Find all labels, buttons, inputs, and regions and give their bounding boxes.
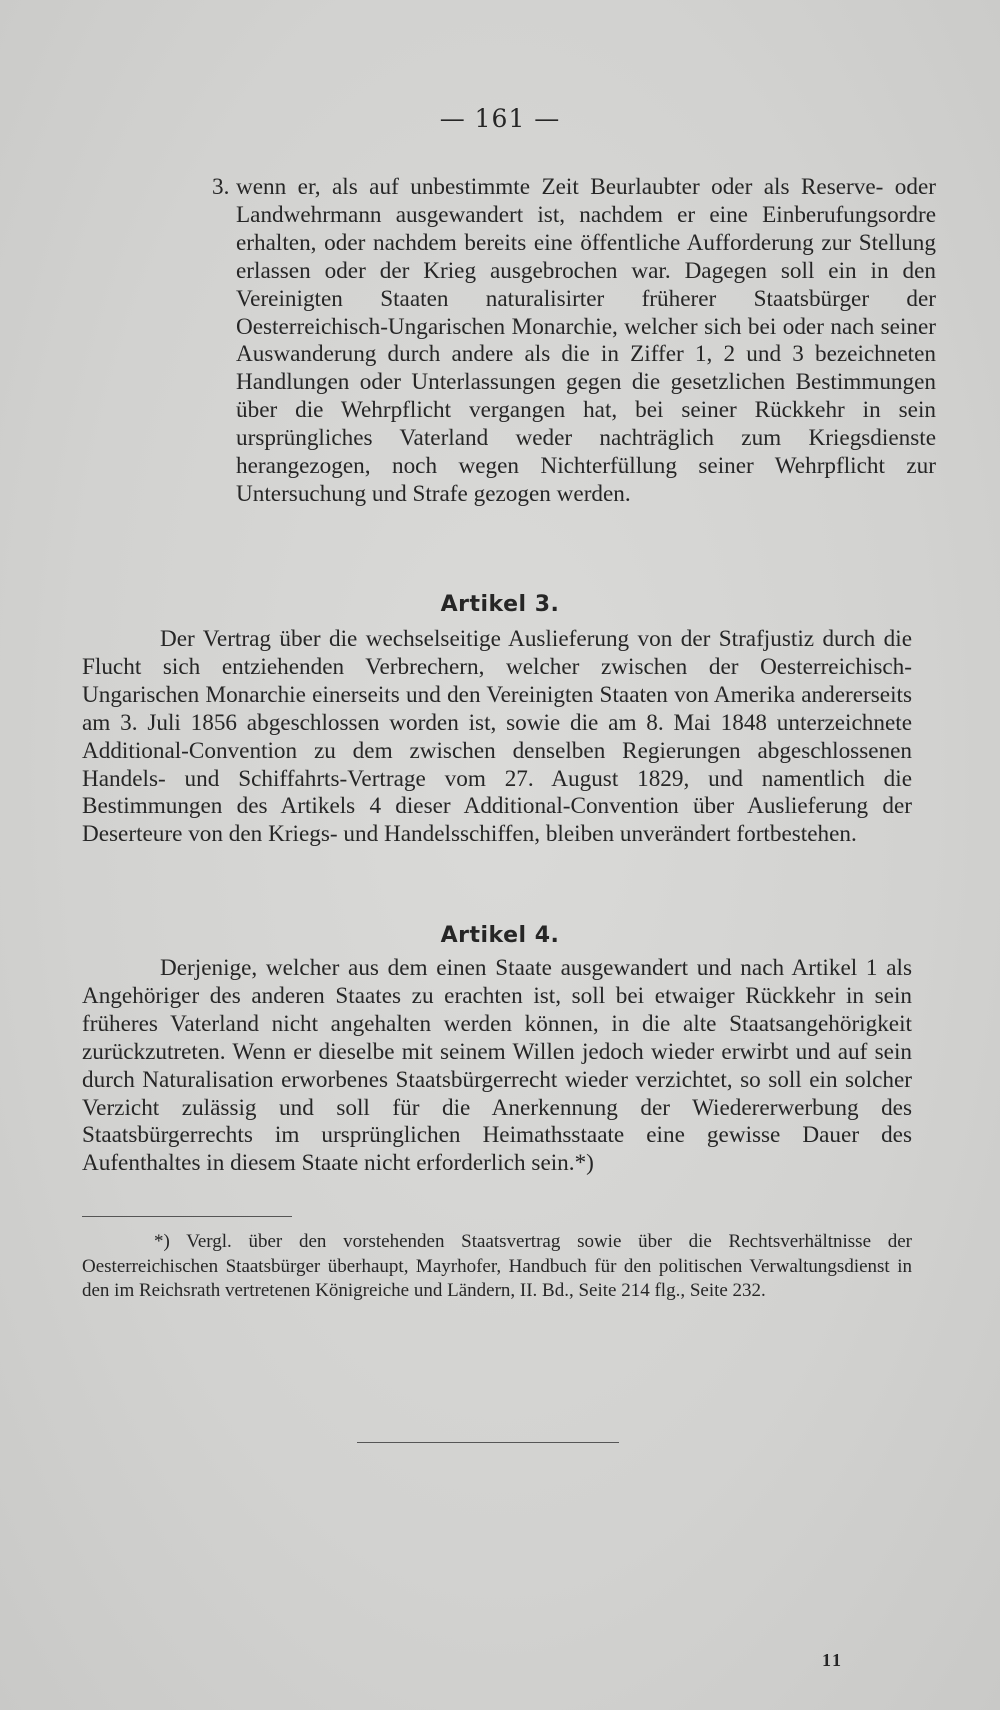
article-3-body: [82, 626, 912, 849]
list-item-number: 3.: [212, 174, 230, 200]
footnote: [82, 1230, 912, 1304]
page-number: — 161 —: [439, 104, 561, 133]
article-4-body: [82, 955, 912, 1178]
section-end-divider: [357, 1442, 619, 1443]
article-3-paragraph: Der Vertrag über die wechselseitige Auslieferung von der Strafjustiz durch die Flucht sich entziehenden Verbrechern, welcher zwischen der Oesterreichisch-Ungarischen Monarchie einerseits und den Vereinigten Staaten von Amerika andererseits am 3. Juli 1856 abgeschlossen worden ist, sowie die am 8. Mai 1848 unterzeichnete Additional-Convention zu dem zwischen denselben Regierungen abgeschlossenen Handels- und Schiffahrts-Vertrage vom 27. August 1829, und namentlich die Bestimmungen des Artikels 4 dieser Additional-Convention über Auslieferung der Deserteure von den Kriegs- und Handelsschiffen, bleiben unverändert fortbestehen.: [82, 626, 912, 848]
footnote-divider: [82, 1216, 292, 1217]
list-item-text: wenn er, als auf unbestimmte Zeit Beurlaubter oder als Reserve- oder Landwehrmann ausgewandert ist, nachdem er eine Einberufungsordre erhalten, oder nachdem bereits eine öffentliche Aufforderung zur Stellung erlassen oder der Krieg ausgebrochen war. Dagegen soll ein in den Vereinigten Staaten naturalisirter früherer Staatsbürger der Oesterreichisch-Ungarischen Monarchie, welcher sich bei oder nach seiner Auswanderung durch andere als die in Ziffer 1, 2 und 3 bezeichneten Handlungen oder Unterlassungen gegen die gesetzlichen Bestimmungen über die Wehrpflicht vergangen hat, bei seiner Rückkehr in sein ursprüngliches Vaterland weder nachträglich zum Kriegsdienste herangezogen, noch wegen Nichterfüllung seiner Wehrpflicht zur Untersuchung und Strafe gezogen werden.: [236, 174, 936, 507]
footnote-text: *) Vergl. über den vorstehenden Staatsvertrag sowie über die Rechtsverhältnisse der Oesterreichischen Staatsbürger überhaupt, Mayrhofer, Handbuch für den politischen Verwaltungsdienst in den im Reichsrath vertretenen Königreiche und Ländern, II. Bd., Seite 214 flg., Seite 232.: [82, 1231, 912, 1302]
printer-signature-mark: 11: [822, 1650, 844, 1670]
list-item-3: [212, 174, 936, 509]
article-4-heading: Artikel 4.: [440, 923, 560, 948]
article-3-heading: Artikel 3.: [440, 592, 560, 617]
article-4-paragraph: Derjenige, welcher aus dem einen Staate ausgewandert und nach Artikel 1 als Angehöriger des anderen Staates zu erachten ist, soll bei etwaiger Rückkehr in sein früheres Vaterland nicht angehalten werden können, in die alte Staatsangehörigkeit zurückzutreten. Wenn er dieselbe mit seinem Willen jedoch wieder erwirbt und auf sein durch Naturalisation erworbenes Staatsbürgerrecht wieder verzichtet, so soll ein solcher Verzicht zulässig und soll für die Anerkennung der Wiedererwerbung des Staatsbürgerrechts im ursprünglichen Heimathsstaate eine gewisse Dauer des Aufenthaltes in diesem Staate nicht erforderlich sein.*): [82, 955, 912, 1177]
